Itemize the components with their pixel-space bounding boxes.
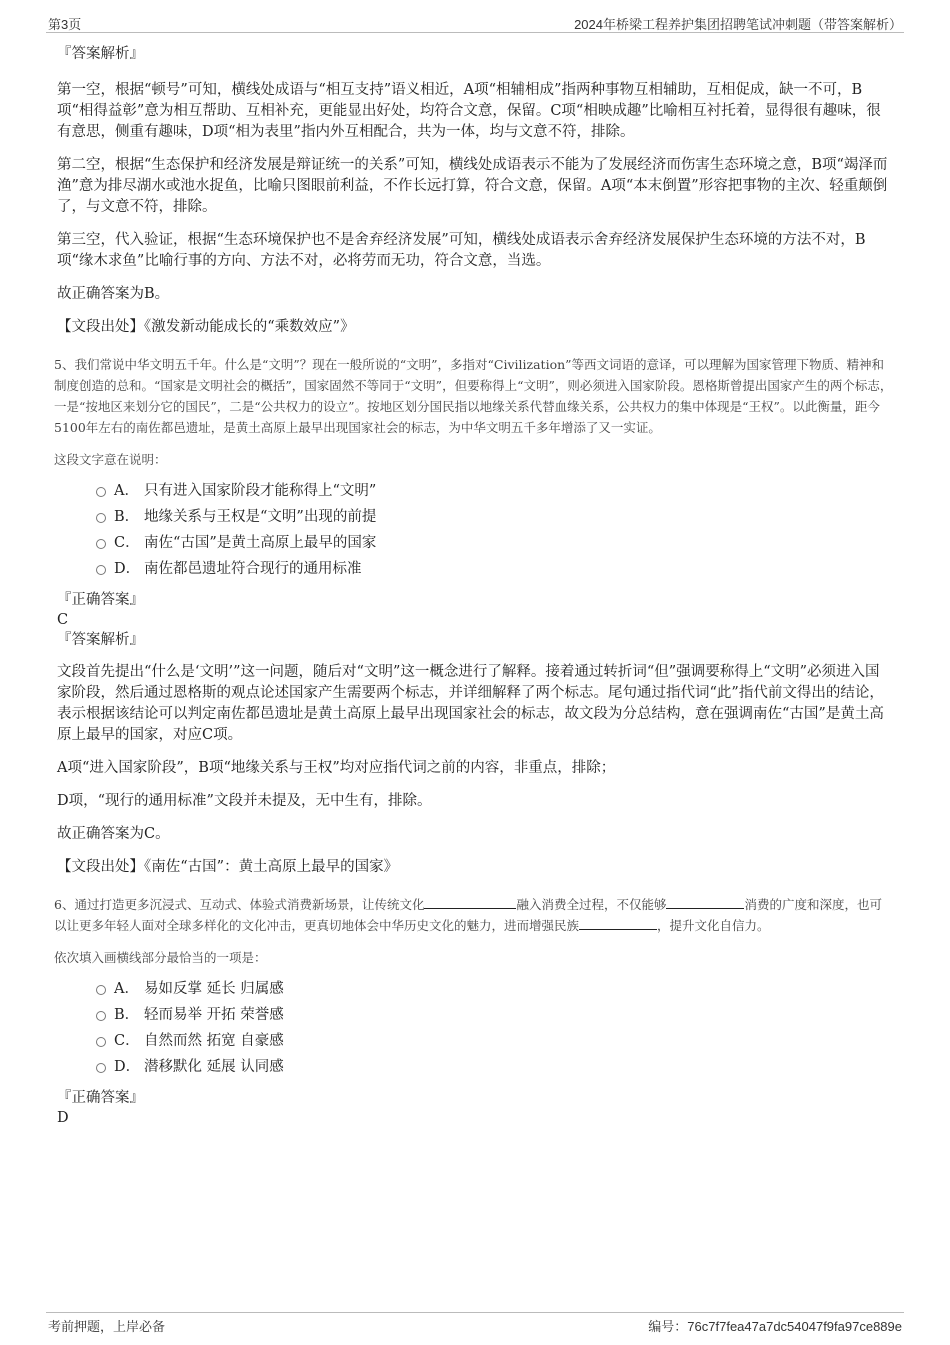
fill-blank-2 bbox=[666, 896, 744, 909]
option-text: 潜移默化 延展 认同感 bbox=[144, 1059, 284, 1075]
q6-option-d[interactable] bbox=[57, 1054, 893, 1080]
option-key: B． bbox=[114, 509, 140, 525]
radio-button-icon[interactable] bbox=[96, 1037, 106, 1047]
option-key: C． bbox=[114, 1033, 140, 1049]
q6-option-c[interactable] bbox=[57, 1028, 893, 1054]
q5-analysis-label: 『答案解析』 bbox=[57, 632, 144, 648]
q6-option-b[interactable] bbox=[57, 1002, 893, 1028]
document-title: 2024年桥梁工程养护集团招聘笔试冲刺题（带答案解析） bbox=[574, 17, 902, 32]
q5-option-b[interactable] bbox=[57, 504, 893, 530]
q5-conclusion: 故正确答案为C。 bbox=[57, 826, 170, 842]
q4-analysis-paragraph-3: 第三空，代入验证，根据“生态环境保护也不是舍弃经济发展”可知，横线处成语表示舍弃经济发展保护生态环境的方法不对，B项“缘木求鱼”比喻行事的方向、方法不对，必将劳而无功，符合文意，当选。 bbox=[57, 232, 866, 269]
q6-question-text bbox=[54, 894, 893, 936]
option-key: C． bbox=[114, 535, 140, 551]
q6-text-part-3: 消费的广度和深度，也可以让更多年轻人面对全球多样化的文化冲击，更真切地体会中华历史文化的魅力，进而增强民族 bbox=[54, 897, 882, 933]
q4-source: 【文段出处】《激发新动能成长的“乘数效应”》 bbox=[57, 319, 355, 335]
option-text: 只有进入国家阶段才能称得上“文明” bbox=[144, 483, 377, 499]
q6-answer: D bbox=[57, 1110, 69, 1126]
q5-prompt: 这段文字意在说明： bbox=[54, 452, 167, 467]
q5-source: 【文段出处】《南佐“古国”：黄土高原上最早的国家》 bbox=[57, 859, 399, 875]
q6-text-part-2: 融入消费全过程，不仅能够 bbox=[516, 897, 667, 912]
q6-options bbox=[57, 976, 893, 1080]
option-key: A． bbox=[114, 483, 139, 499]
option-text: 轻而易举 开拓 荣誉感 bbox=[144, 1007, 284, 1023]
q6-text-part-1: 6、通过打造更多沉浸式、互动式、体验式消费新场景，让传统文化 bbox=[54, 897, 425, 912]
page-number: 第3页 bbox=[48, 17, 82, 32]
document-serial: 编号：76c7f7fea47a7dc54047f9fa97ce889e bbox=[648, 1319, 902, 1334]
q6-option-a[interactable] bbox=[57, 976, 893, 1002]
q5-analysis-paragraph-2: A项“进入国家阶段”，B项“地缘关系与王权”均对应指代词之前的内容，非重点，排除； bbox=[57, 760, 616, 776]
option-text: 南佐“古国”是黄土高原上最早的国家 bbox=[144, 535, 377, 551]
option-key: D． bbox=[114, 1059, 141, 1075]
radio-button-icon[interactable] bbox=[96, 1011, 106, 1021]
footer-slogan: 考前押题，上岸必备 bbox=[48, 1319, 166, 1334]
radio-button-icon[interactable] bbox=[96, 539, 106, 549]
option-text: 南佐都邑遗址符合现行的通用标准 bbox=[144, 561, 362, 577]
q5-answer: C bbox=[57, 612, 69, 628]
radio-button-icon[interactable] bbox=[96, 1063, 106, 1073]
radio-button-icon[interactable] bbox=[96, 513, 106, 523]
fill-blank-3 bbox=[579, 917, 657, 930]
q4-analysis-label: 『答案解析』 bbox=[57, 46, 144, 62]
q5-analysis-paragraph-1: 文段首先提出“什么是‘文明’”这一问题，随后对“文明”这一概念进行了解释。接着通过转折词“但”强调要称得上“文明”必须进入国家阶段，然后通过恩格斯的观点论述国家产生需要两个标志，并详细解释了两个标志。尾句通过指代词“此”指代前文得出的结论，表示根据该结论可以判定南佐都邑遗址是黄土高原上最早出现国家社会的标志，故文段为分总结构，意在强调南佐“古国”是黄土高原上最早的国家，对应C项。 bbox=[57, 664, 884, 743]
fill-blank-1 bbox=[424, 896, 516, 909]
option-text: 自然而然 拓宽 自豪感 bbox=[144, 1033, 284, 1049]
option-key: B． bbox=[114, 1007, 140, 1023]
q5-answer-label: 『正确答案』 bbox=[57, 592, 144, 608]
q5-option-d[interactable] bbox=[57, 556, 893, 582]
q5-option-a[interactable] bbox=[57, 478, 893, 504]
page-header bbox=[46, 12, 904, 33]
option-text: 易如反掌 延长 归属感 bbox=[144, 981, 284, 997]
q5-question-text: 5、我们常说中华文明五千年。什么是“文明”？现在一般所说的“文明”，多指对“Civilization”等西文词语的意译，可以理解为国家管理下物质、精神和制度创造的总和。“国家是文明社会的概括”，国家固然不等同于“文明”，但要称得上“文明”，则必须进入国家阶段。恩格斯曾提出国家产生的两个标志，一是“按地区来划分它的国民”，二是“公共权力的设立”。按地区划分国民指以地缘关系代替血缘关系，公共权力的集中体现是“王权”。以此衡量，距今5100年左右的南佐都邑遗址，是黄土高原上最早出现国家社会的标志，为中华文明五千多年增添了又一实证。 bbox=[54, 357, 893, 435]
option-key: D． bbox=[114, 561, 141, 577]
option-text: 地缘关系与王权是“文明”出现的前提 bbox=[144, 509, 377, 525]
q6-text-part-4: ，提升文化自信力。 bbox=[657, 918, 770, 933]
q5-options bbox=[57, 478, 893, 582]
q5-option-c[interactable] bbox=[57, 530, 893, 556]
q5-analysis-paragraph-3: D项，“现行的通用标准”文段并未提及，无中生有，排除。 bbox=[57, 793, 432, 809]
option-key: A． bbox=[114, 981, 139, 997]
q4-analysis-paragraph-2: 第二空，根据“生态保护和经济发展是辩证统一的关系”可知，横线处成语表示不能为了发展经济而伤害生态环境之意，B项“竭泽而渔”意为排尽湖水或池水捉鱼，比喻只图眼前利益，不作长远打算，符合文意，保留。A项“本末倒置”形容把事物的主次、轻重颠倒了，与文意不符，排除。 bbox=[57, 157, 888, 215]
document-body bbox=[54, 44, 893, 1128]
q4-analysis-paragraph-1: 第一空，根据“顿号”可知，横线处成语与“相互支持”语义相近，A项“相辅相成”指两种事物互相辅助，互相促成，缺一不可，B项“相得益彰”意为相互帮助、互相补充，更能显出好处，均符合文意，保留。C项“相映成趣”比喻相互衬托着，显得很有趣味，很有意思，侧重有趣味，D项“相为表里”指内外互相配合，共为一体，均与文意不符，排除。 bbox=[57, 82, 881, 140]
q6-answer-label: 『正确答案』 bbox=[57, 1090, 144, 1106]
q6-prompt: 依次填入画横线部分最恰当的一项是： bbox=[54, 950, 267, 965]
q4-conclusion: 故正确答案为B。 bbox=[57, 286, 170, 302]
radio-button-icon[interactable] bbox=[96, 565, 106, 575]
page-footer bbox=[46, 1312, 904, 1333]
radio-button-icon[interactable] bbox=[96, 487, 106, 497]
radio-button-icon[interactable] bbox=[96, 985, 106, 995]
